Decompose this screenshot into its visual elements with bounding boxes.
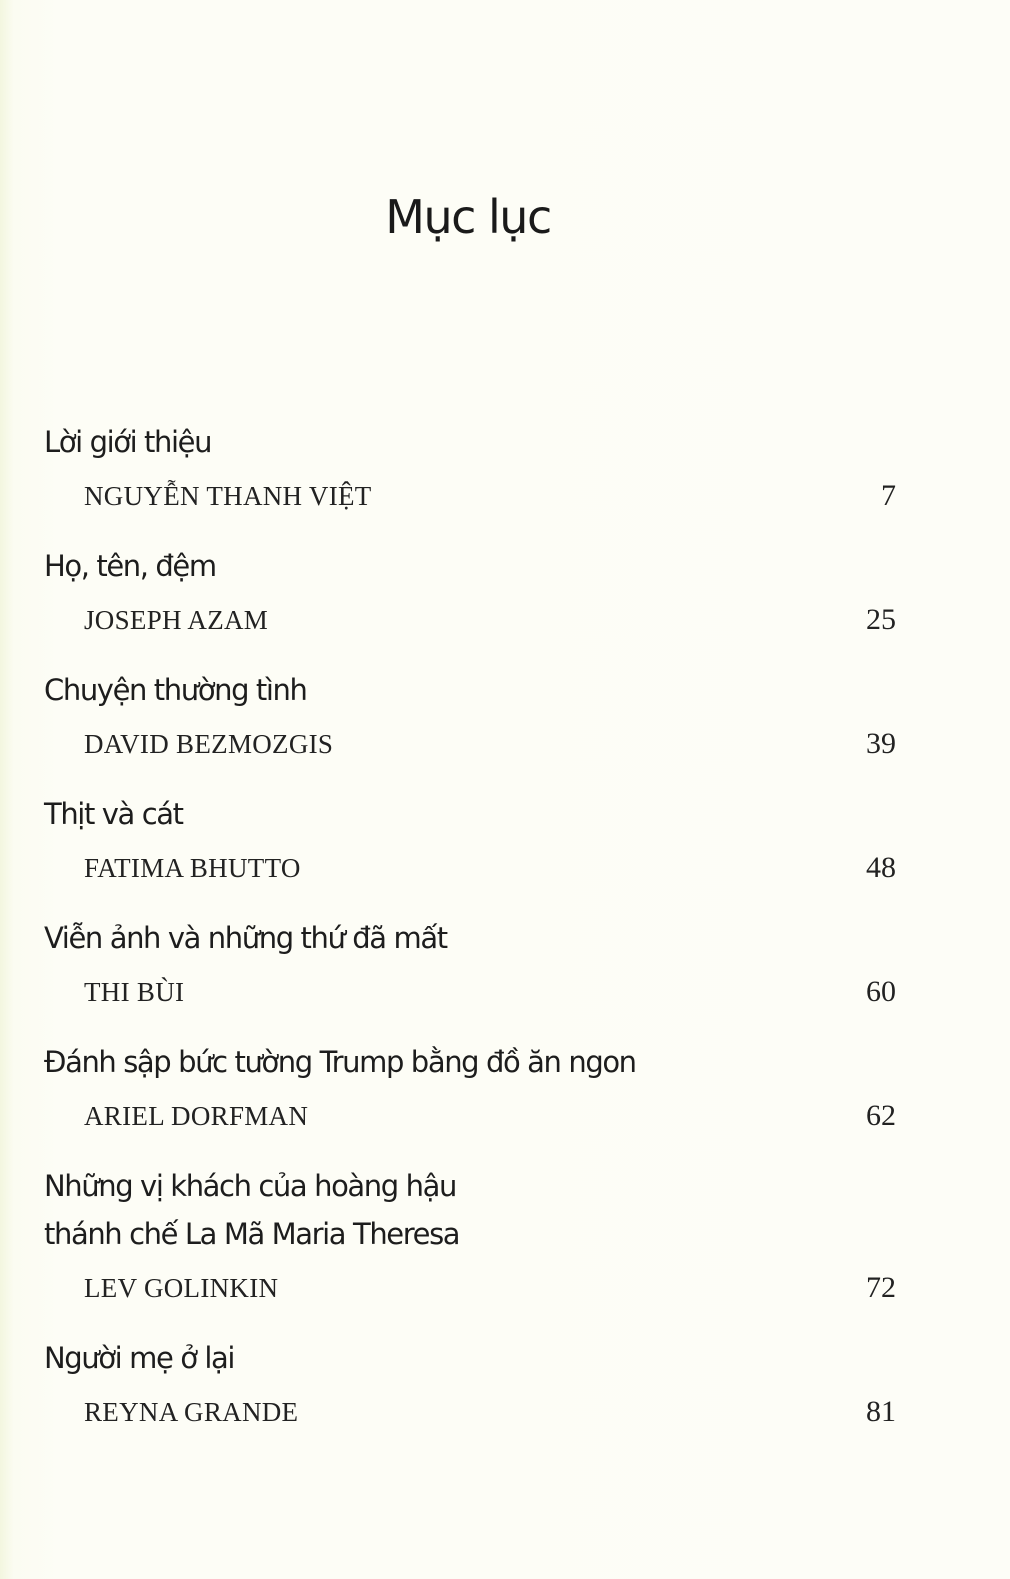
entry-author: THI BÙI [84, 977, 185, 1007]
toc-entry [44, 418, 904, 526]
entry-author-row [44, 838, 904, 898]
entry-page-number: 25 [866, 603, 896, 636]
entry-title: Người mẹ ở lại [44, 1341, 235, 1375]
entry-title: Thịt và cát [44, 797, 183, 831]
entry-title: Đánh sập bức tường Trump bằng đồ ăn ngon [44, 1045, 636, 1079]
entry-author: FATIMA BHUTTO [84, 853, 301, 883]
entry-page-number: 62 [866, 1099, 896, 1132]
entry-author-row [44, 466, 904, 526]
entry-author-row [44, 1258, 904, 1318]
entry-author-row [44, 590, 904, 650]
entry-author-row [44, 1086, 904, 1146]
toc-entry [44, 1038, 904, 1146]
entry-author-row [44, 1382, 904, 1442]
entry-page-number: 48 [866, 851, 896, 884]
entry-title: Lời giới thiệu [44, 425, 212, 459]
table-of-contents [44, 418, 904, 1458]
entry-title [44, 1162, 904, 1258]
entry-author: JOSEPH AZAM [84, 605, 269, 635]
toc-entry [44, 542, 904, 650]
entry-page-number: 81 [866, 1395, 896, 1428]
entry-page-number: 7 [881, 479, 896, 512]
entry-author: REYNA GRANDE [84, 1397, 299, 1427]
entry-author-row [44, 714, 904, 774]
toc-entry [44, 790, 904, 898]
entry-title: Họ, tên, đệm [44, 549, 216, 583]
toc-entry [44, 1334, 904, 1442]
toc-entry [44, 666, 904, 774]
entry-title-line: thánh chế La Mã Maria Theresa [44, 1217, 460, 1251]
entry-author: DAVID BEZMOZGIS [84, 729, 334, 759]
entry-author: ARIEL DORFMAN [84, 1101, 309, 1131]
toc-entry [44, 914, 904, 1022]
entry-title-line: Những vị khách của hoàng hậu [44, 1169, 456, 1203]
entry-author: NGUYỄN THANH VIỆT [84, 481, 372, 511]
entry-title: Viễn ảnh và những thứ đã mất [44, 921, 447, 955]
entry-page-number: 39 [866, 727, 896, 760]
entry-page-number: 60 [866, 975, 896, 1008]
entry-author: LEV GOLINKIN [84, 1273, 279, 1303]
entry-author-row [44, 962, 904, 1022]
page-title: Mục lục [385, 190, 551, 244]
entry-page-number: 72 [866, 1271, 896, 1304]
toc-entry [44, 1162, 904, 1318]
entry-title: Chuyện thường tình [44, 673, 307, 707]
